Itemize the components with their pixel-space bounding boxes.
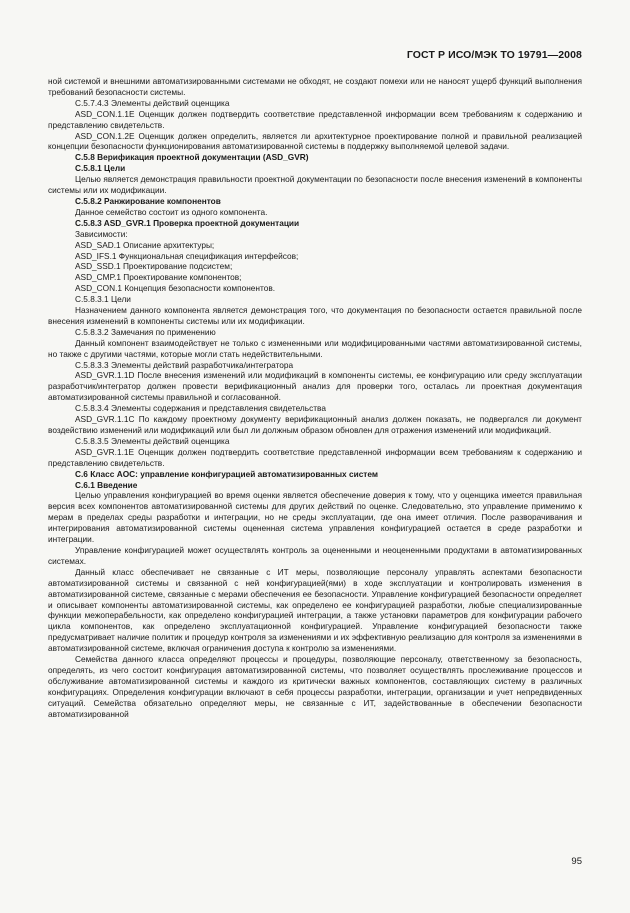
section-heading: C.5.8.2 Ранжирование компонентов [75,195,221,206]
paragraph: ASD_CON.1 Концепция безопасности компонентов. [75,283,276,294]
paragraph: Данное семейство состоит из одного компонента. [75,206,268,217]
page-number: 95 [571,856,582,867]
paragraph: ASD_GVR.1.1D После внесения изменений или модификаций в компоненты системы, ее конфигурацию или среду эксплуатации разработчик/интегратор должен провести верификационный анализ для проверки того, осталась ли проектная документация автоматизированной системы правильной и согласованной. [48,370,582,403]
paragraph: Данный компонент взаимодействует не только с измененными или модифицированными частями автоматизированной системы, но также с другими частями, которые могли стать недействительными. [48,337,582,359]
paragraph: C.5.7.4.3 Элементы действий оценщика [75,97,230,108]
paragraph: C.5.8.3.1 Цели [75,294,131,305]
paragraph: C.5.8.3.5 Элементы действий оценщика [75,435,230,446]
paragraph: Управление конфигурацией может осуществлять контроль за оцененными и неоцененными продуктами в автоматизированных системах. [48,544,582,566]
section-heading: C.6.1 Введение [75,479,138,490]
paragraph: Зависимости: [75,228,128,239]
paragraph: Целью является демонстрация правильности проектной документации по безопасности после внесения изменений в компоненты системы или их модификации. [48,174,582,196]
paragraph: ASD_CMP.1 Проектирование компонентов; [75,272,242,283]
section-heading: C.5.8.1 Цели [75,163,126,174]
standard-header: ГОСТ Р ИСО/МЭК ТО 19791—2008 [406,49,582,61]
section-heading: C.6 Класс AOC: управление конфигурацией автоматизированных систем [75,468,379,479]
paragraph: ASD_SAD.1 Описание архитектуры; [75,239,215,250]
paragraph: Семейства данного класса определяют процессы и процедуры, позволяющие персоналу, ответственному за безопасность, определять, из чего состоит конфигурация автоматизированной системы, что позволяет осуществлять прослеживание процессов и обслуживание автоматизированной системы и каждого из критически важных компонентов, составляющих систему в различных конфигурациях. Определения конфигурации включают в себя процессы разработки, интеграции, организации и учет непредвиденных ситуаций. Семейства обязательно определяют меры, не связанные с ИТ, задействованные в обеспечении безопасности автоматизированной [48,654,582,719]
document-body [48,76,582,719]
paragraph: ASD_CON.1.2E Оценщик должен определить, является ли архитектурное проектирование полной и правильной реализацией концепции безопасности функционирования автоматизированной системы в поддержку выполняемой целевой задачи. [48,130,582,152]
section-heading: C.5.8 Верификация проектной документации (ASD_GVR) [75,152,309,163]
paragraph: Назначением данного компонента является демонстрация того, что документация по безопасности остается правильной после внесения изменений в компоненты системы или их модификации. [48,305,582,326]
paragraph: Данный класс обеспечивает не связанные с ИТ меры, позволяющие персоналу управлять аспектами безопасности автоматизированной системы и связанной с ней конфигурацией(ями) в ходе эксплуатации и контролировать изменения в автоматизированной системе, связанные с мерами обеспечения ее безопасности. Управление конфигурацией безопасности определяет и описывает компоненты автоматизированной системы, как определено ее конфигурацией разработки, любые специализированные функции межоперабельности, как определено конфигурацией интеграции, а также установки параметров для конфигурации рабочего цикла компонентов, как определено эксплуатационной конфигурацией. Управление конфигурацией безопасности также предусматривает наличие политик и процедур контроля за изменениями и их эффективную реализацию для контроля за изменениями в автоматизированной системе, включая ограничения доступа к контролю за изменениями. [48,566,582,654]
paragraph: C.5.8.3.3 Элементы действий разработчика/интегратора [75,359,294,370]
paragraph: ной системой и внешними автоматизированными системами не обходят, не создают помехи или не наносят ущерб функций выполнения требований безопасности системы. [48,76,582,97]
paragraph: ASD_CON.1.1E Оценщик должен подтвердить соответствие представленной информации всем требованиям к содержанию и представлению свидетельств. [48,108,582,130]
section-heading: C.5.8.3 ASD_GVR.1 Проверка проектной документации [75,217,300,228]
paragraph: ASD_GVR.1.1C По каждому проектному документу верификационный анализ должен показать, не подвергался ли документ воздействию изменений или модификаций или был ли должным образом обновлен для отражения изменений или модификаций. [48,414,582,435]
paragraph: ASD_GVR.1.1E Оценщик должен подтвердить соответствие представленной информации всем требованиям к содержанию и представлению свидетельств. [48,446,582,468]
paragraph: Целью управления конфигурацией во время оценки является обеспечение доверия к тому, что у оценщика имеется правильная версия всех компонентов автоматизированной системы для других действий по оценке. Следовательно, это управление применимо к мерам в пределах среды разработки и интеграции, но не среды эксплуатации, где она имеет отличия. После разворачивания и интегрирования автоматизированной системы оцененная система управления конфигурацией остается в среде разработки и интеграции. [48,490,582,545]
paragraph: C.5.8.3.4 Элементы содержания и представления свидетельства [75,403,326,414]
paragraph: C.5.8.3.2 Замечания по применению [75,326,216,337]
paragraph: ASD_SSD.1 Проектирование подсистем; [75,261,233,272]
paragraph: ASD_IFS.1 Функциональная спецификация интерфейсов; [75,250,299,261]
